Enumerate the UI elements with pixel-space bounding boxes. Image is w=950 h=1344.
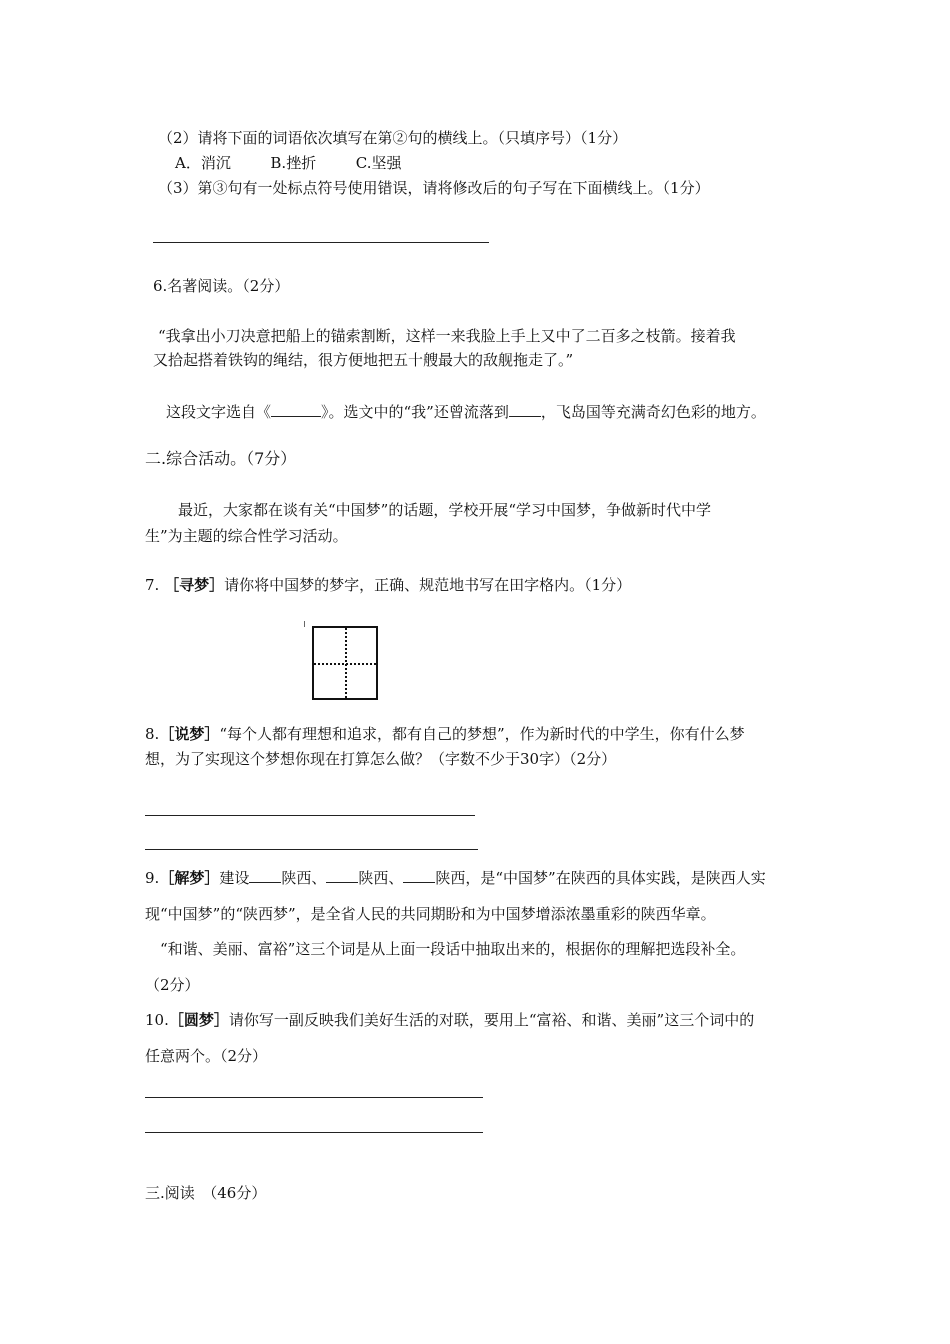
q9-line3: “和谐、美丽、富裕”这三个词是从上面一段话中抽取出来的，根据你的理解把选段补全。: [160, 940, 746, 958]
q8-text-line1: “每个人都有理想和追求，都有自己的梦想”，作为新时代的中学生，你有什么梦: [219, 725, 745, 743]
q9-score: （2分）: [145, 976, 200, 994]
q5-sub2-text: （2）请将下面的词语依次填写在第②句的横线上。（只填序号）（1分）: [158, 129, 628, 147]
q8-number: 8.: [145, 725, 160, 743]
q9-part3: 陕西、: [358, 869, 404, 887]
q9-tag: ［解梦］: [159, 869, 220, 887]
q10-tag: ［圆梦］: [168, 1011, 229, 1029]
q9-line2: 现“中国梦”的“陕西梦”，是全省人民的共同期盼和为中国梦增添浓墨重彩的陕西华章。: [145, 905, 716, 923]
q6-answer-part2: 》。选文中的“我”还曾流落到: [321, 403, 509, 421]
q7-tag: ［寻梦］: [164, 576, 225, 594]
q10-number: 10.: [145, 1011, 169, 1029]
q5-options: [175, 153, 401, 173]
q7-text-line: [145, 575, 631, 595]
q10-text-line1: 请你写一副反映我们美好生活的对联，要用上“富裕、和谐、美丽”这三个词中的: [228, 1011, 755, 1029]
q9-blank-3[interactable]: [403, 867, 435, 883]
q5-option-b: B.挫折: [270, 154, 317, 172]
q8-line2: 想，为了实现这个梦想你现在打算怎么做？（字数不少于30字）（2分）: [145, 750, 617, 768]
q6-title: 6.名著阅读。（2分）: [153, 277, 290, 295]
q9-line1: [145, 867, 766, 888]
q6-quote-line2: 又拾起搭着铁钩的绳结，很方便地把五十艘最大的敌舰拖走了。”: [153, 351, 574, 369]
q5-option-c: C.坚强: [355, 154, 402, 172]
q9-number: 9.: [145, 869, 160, 887]
q8-tag: ［说梦］: [159, 725, 220, 743]
q9-blank-1[interactable]: [249, 867, 281, 883]
q10-line2: 任意两个。（2分）: [145, 1047, 268, 1065]
q8-line1: [145, 724, 745, 744]
q10-answer-line-1[interactable]: [145, 1097, 483, 1098]
q6-answer-line: [166, 401, 766, 422]
q9-part1: 建设: [219, 869, 250, 887]
q5-option-a: A．消沉: [175, 154, 231, 172]
grid-corner-mark: [304, 621, 305, 627]
section3-title: 三.阅读 （46分）: [145, 1184, 267, 1202]
section2-intro-line1: 最近，大家都在谈有关“中国梦”的话题，学校开展“学习中国梦，争做新时代中学: [178, 501, 712, 519]
q8-answer-line-2[interactable]: [145, 849, 478, 850]
q6-quote-line1: “我拿出小刀决意把船上的锚索割断，这样一来我脸上手上又中了二百多之枝箭。接着我: [158, 327, 736, 345]
q9-part4: 陕西，是“中国梦”在陕西的具体实践，是陕西人实: [435, 869, 766, 887]
q9-blank-2[interactable]: [326, 867, 358, 883]
section2-title: 二.综合活动。（7分）: [145, 449, 297, 468]
q10-answer-line-2[interactable]: [145, 1132, 483, 1133]
q9-part2: 陕西、: [281, 869, 327, 887]
q5-sub3-text: （3）第③句有一处标点符号使用错误，请将修改后的句子写在下面横线上。（1分）: [158, 179, 710, 197]
section2-intro-line2: 生”为主题的综合性学习活动。: [145, 527, 348, 545]
tianzige-grid[interactable]: [312, 626, 378, 700]
q7-number: 7.: [145, 576, 160, 594]
q10-line1: [145, 1010, 754, 1030]
q6-answer-part1: 这段文字选自《: [166, 403, 272, 421]
q6-place-blank[interactable]: [509, 401, 541, 417]
tianzige-horizontal-dotted-line: [314, 663, 376, 665]
q8-answer-line-1[interactable]: [145, 815, 475, 816]
q6-answer-part3: ，飞岛国等充满奇幻色彩的地方。: [540, 403, 766, 421]
q5-answer-line[interactable]: [153, 242, 489, 243]
q6-book-blank[interactable]: [271, 401, 321, 417]
q7-text: 请你将中国梦的梦字，正确、规范地书写在田字格内。（1分）: [224, 576, 632, 594]
